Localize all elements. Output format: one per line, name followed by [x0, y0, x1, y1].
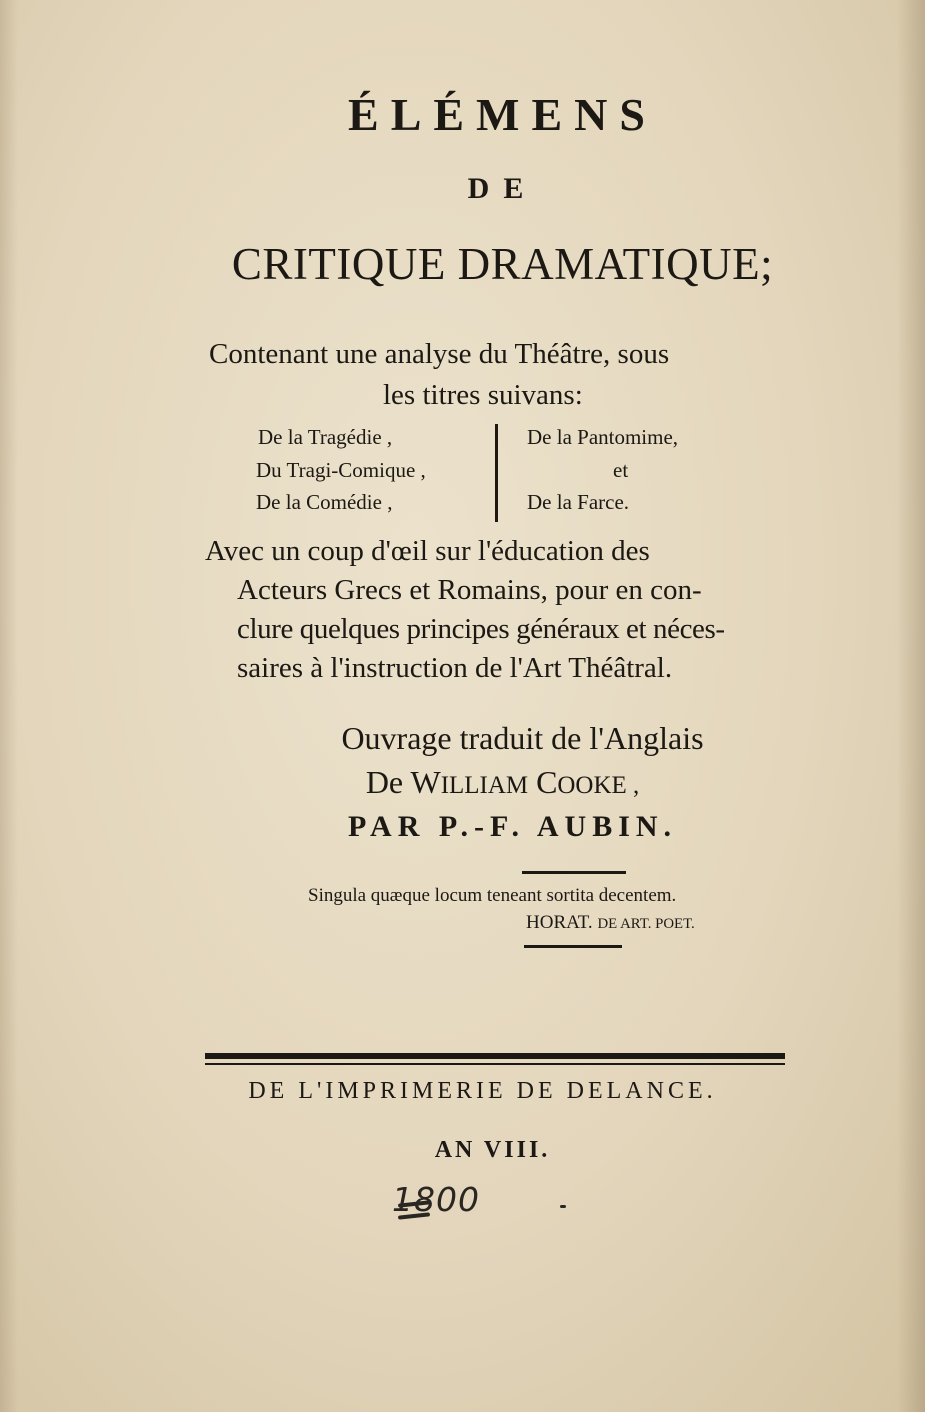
- section-left-2: Du Tragi-Comique ,: [256, 458, 426, 482]
- author-initial-c: C: [536, 764, 558, 800]
- book-subtitle: CRITIQUE DRAMATIQUE;: [231, 239, 774, 289]
- imprint-rule-thin: [205, 1063, 785, 1065]
- section-left-1: De la Tragédie ,: [258, 425, 393, 449]
- epigraph-rule-bottom: [524, 945, 622, 948]
- epigraph-source: [526, 912, 695, 934]
- avec-line-2: Acteurs Grecs et Romains, pour en con-: [237, 574, 702, 606]
- publication-year: AN VIII.: [434, 1137, 551, 1163]
- section-right-1: De la Pantomime,: [527, 425, 679, 449]
- handwritten-dash-mark: [560, 1205, 566, 1208]
- author-initial-w: W: [410, 764, 441, 800]
- column-divider: [495, 424, 498, 522]
- translation-note: Ouvrage traduit de l'Anglais: [341, 720, 704, 756]
- title-connector: DE: [467, 172, 538, 205]
- author-first-name-rest: ILLIAM: [440, 772, 529, 799]
- page-edge-shadow-left: [0, 0, 18, 1412]
- page-edge-shadow-right: [897, 0, 925, 1412]
- contents-line-2: les titres suivans:: [383, 379, 583, 411]
- book-title: ÉLÉMENS: [348, 89, 657, 140]
- avec-line-4: saires à l'instruction de l'Art Théâtral.: [237, 652, 673, 684]
- contents-line-1: Contenant une analyse du Théâtre, sous: [209, 338, 670, 370]
- section-left-3: De la Comédie ,: [256, 490, 393, 514]
- epigraph-quote: Singula quæque locum teneant sortita decentem.: [308, 885, 677, 906]
- avec-line-3: clure quelques principes généraux et néces-: [237, 613, 725, 645]
- section-right-3: De la Farce.: [527, 490, 630, 514]
- imprint-rule-thick: [205, 1053, 785, 1059]
- translator: PAR P.-F. AUBIN.: [347, 810, 678, 843]
- handwritten-year-note: 1800: [392, 1180, 480, 1219]
- epigraph-rule-top: [522, 871, 626, 874]
- section-right-2: et: [613, 458, 629, 482]
- original-author: [0, 764, 925, 801]
- epigraph-source-author: HORAT.: [526, 912, 593, 933]
- avec-line-1: Avec un coup d'œil sur l'éducation des: [205, 535, 650, 567]
- author-prefix: De: [365, 764, 411, 800]
- printer-imprint: DE L'IMPRIMERIE DE DELANCE.: [248, 1078, 717, 1104]
- epigraph-source-work: DE ART. POET.: [597, 916, 695, 932]
- author-last-name-rest: OOKE ,: [557, 772, 640, 799]
